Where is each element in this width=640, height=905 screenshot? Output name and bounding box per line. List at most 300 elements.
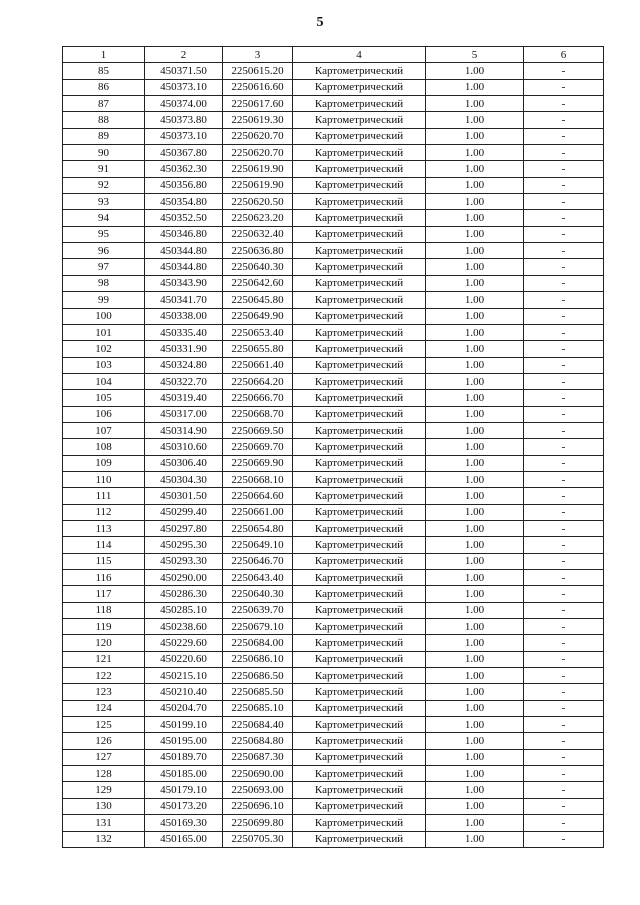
cell-note: - (524, 210, 604, 226)
cell-y-coordinate: 2250654.80 (223, 520, 293, 536)
cell-x-coordinate: 450373.80 (145, 112, 223, 128)
cell-point-number: 93 (63, 194, 145, 210)
cell-method: Картометрический (293, 504, 426, 520)
cell-x-coordinate: 450195.00 (145, 733, 223, 749)
table-row (63, 210, 604, 226)
cell-note: - (524, 520, 604, 536)
cell-note: - (524, 357, 604, 373)
cell-method: Картометрический (293, 79, 426, 95)
cell-note: - (524, 749, 604, 765)
cell-y-coordinate: 2250620.50 (223, 194, 293, 210)
table-row (63, 651, 604, 667)
cell-method: Картометрический (293, 161, 426, 177)
cell-accuracy: 1.00 (426, 226, 524, 242)
table-row (63, 439, 604, 455)
cell-x-coordinate: 450238.60 (145, 619, 223, 635)
cell-accuracy: 1.00 (426, 831, 524, 847)
cell-point-number: 86 (63, 79, 145, 95)
cell-y-coordinate: 2250684.40 (223, 717, 293, 733)
cell-x-coordinate: 450173.20 (145, 798, 223, 814)
cell-accuracy: 1.00 (426, 177, 524, 193)
cell-note: - (524, 488, 604, 504)
cell-x-coordinate: 450297.80 (145, 520, 223, 536)
cell-method: Картометрический (293, 586, 426, 602)
cell-x-coordinate: 450367.80 (145, 145, 223, 161)
cell-point-number: 116 (63, 570, 145, 586)
cell-point-number: 123 (63, 684, 145, 700)
table-row (63, 324, 604, 340)
table-row (63, 357, 604, 373)
cell-y-coordinate: 2250661.00 (223, 504, 293, 520)
table-row (63, 504, 604, 520)
cell-note: - (524, 635, 604, 651)
table-row (63, 766, 604, 782)
cell-accuracy: 1.00 (426, 471, 524, 487)
table-row (63, 537, 604, 553)
table-row (63, 96, 604, 112)
cell-accuracy: 1.00 (426, 537, 524, 553)
cell-x-coordinate: 450335.40 (145, 324, 223, 340)
cell-x-coordinate: 450286.30 (145, 586, 223, 602)
cell-y-coordinate: 2250623.20 (223, 210, 293, 226)
column-header-1: 1 (63, 47, 145, 63)
cell-y-coordinate: 2250705.30 (223, 831, 293, 847)
cell-method: Картометрический (293, 341, 426, 357)
cell-note: - (524, 471, 604, 487)
cell-method: Картометрический (293, 766, 426, 782)
cell-note: - (524, 570, 604, 586)
cell-method: Картометрический (293, 749, 426, 765)
cell-accuracy: 1.00 (426, 373, 524, 389)
cell-x-coordinate: 450356.80 (145, 177, 223, 193)
cell-point-number: 129 (63, 782, 145, 798)
cell-y-coordinate: 2250616.60 (223, 79, 293, 95)
cell-note: - (524, 373, 604, 389)
cell-method: Картометрический (293, 292, 426, 308)
table-row (63, 455, 604, 471)
cell-point-number: 114 (63, 537, 145, 553)
cell-point-number: 125 (63, 717, 145, 733)
cell-x-coordinate: 450374.00 (145, 96, 223, 112)
cell-y-coordinate: 2250640.30 (223, 586, 293, 602)
cell-method: Картометрический (293, 455, 426, 471)
table-row (63, 488, 604, 504)
cell-accuracy: 1.00 (426, 570, 524, 586)
cell-y-coordinate: 2250669.70 (223, 439, 293, 455)
cell-accuracy: 1.00 (426, 717, 524, 733)
cell-y-coordinate: 2250664.60 (223, 488, 293, 504)
cell-x-coordinate: 450322.70 (145, 373, 223, 389)
cell-x-coordinate: 450373.10 (145, 79, 223, 95)
cell-x-coordinate: 450352.50 (145, 210, 223, 226)
cell-point-number: 128 (63, 766, 145, 782)
cell-y-coordinate: 2250687.30 (223, 749, 293, 765)
cell-y-coordinate: 2250668.70 (223, 406, 293, 422)
cell-y-coordinate: 2250640.30 (223, 259, 293, 275)
table-row (63, 390, 604, 406)
cell-method: Картометрический (293, 390, 426, 406)
cell-accuracy: 1.00 (426, 488, 524, 504)
cell-accuracy: 1.00 (426, 292, 524, 308)
cell-accuracy: 1.00 (426, 96, 524, 112)
cell-note: - (524, 717, 604, 733)
cell-y-coordinate: 2250668.10 (223, 471, 293, 487)
table-row (63, 243, 604, 259)
cell-accuracy: 1.00 (426, 586, 524, 602)
cell-accuracy: 1.00 (426, 619, 524, 635)
cell-accuracy: 1.00 (426, 668, 524, 684)
cell-y-coordinate: 2250645.80 (223, 292, 293, 308)
table-row (63, 161, 604, 177)
table-row (63, 798, 604, 814)
table-row (63, 749, 604, 765)
cell-accuracy: 1.00 (426, 798, 524, 814)
cell-x-coordinate: 450199.10 (145, 717, 223, 733)
cell-point-number: 115 (63, 553, 145, 569)
cell-method: Картометрический (293, 782, 426, 798)
cell-note: - (524, 684, 604, 700)
cell-point-number: 87 (63, 96, 145, 112)
table-row (63, 63, 604, 79)
cell-point-number: 127 (63, 749, 145, 765)
cell-y-coordinate: 2250643.40 (223, 570, 293, 586)
cell-accuracy: 1.00 (426, 749, 524, 765)
cell-accuracy: 1.00 (426, 194, 524, 210)
cell-accuracy: 1.00 (426, 308, 524, 324)
cell-y-coordinate: 2250649.90 (223, 308, 293, 324)
cell-y-coordinate: 2250619.30 (223, 112, 293, 128)
cell-point-number: 90 (63, 145, 145, 161)
cell-method: Картометрический (293, 439, 426, 455)
cell-x-coordinate: 450301.50 (145, 488, 223, 504)
cell-note: - (524, 651, 604, 667)
column-header-2: 2 (145, 47, 223, 63)
cell-note: - (524, 177, 604, 193)
cell-method: Картометрический (293, 798, 426, 814)
cell-method: Картометрический (293, 471, 426, 487)
cell-note: - (524, 79, 604, 95)
cell-x-coordinate: 450319.40 (145, 390, 223, 406)
cell-x-coordinate: 450371.50 (145, 63, 223, 79)
cell-point-number: 85 (63, 63, 145, 79)
cell-x-coordinate: 450317.00 (145, 406, 223, 422)
cell-y-coordinate: 2250661.40 (223, 357, 293, 373)
cell-method: Картометрический (293, 259, 426, 275)
table-header-row (63, 47, 604, 63)
cell-accuracy: 1.00 (426, 63, 524, 79)
cell-x-coordinate: 450304.30 (145, 471, 223, 487)
table-row (63, 619, 604, 635)
cell-y-coordinate: 2250653.40 (223, 324, 293, 340)
table-row (63, 602, 604, 618)
cell-x-coordinate: 450189.70 (145, 749, 223, 765)
table-body (63, 63, 604, 848)
cell-y-coordinate: 2250699.80 (223, 815, 293, 831)
table-row (63, 128, 604, 144)
cell-method: Картометрический (293, 700, 426, 716)
table-row (63, 341, 604, 357)
cell-y-coordinate: 2250686.10 (223, 651, 293, 667)
cell-point-number: 92 (63, 177, 145, 193)
cell-note: - (524, 422, 604, 438)
cell-method: Картометрический (293, 684, 426, 700)
cell-method: Картометрический (293, 619, 426, 635)
table-row (63, 831, 604, 847)
cell-method: Картометрический (293, 324, 426, 340)
cell-note: - (524, 161, 604, 177)
cell-y-coordinate: 2250636.80 (223, 243, 293, 259)
cell-accuracy: 1.00 (426, 79, 524, 95)
cell-x-coordinate: 450373.10 (145, 128, 223, 144)
table-row (63, 635, 604, 651)
cell-method: Картометрический (293, 96, 426, 112)
cell-accuracy: 1.00 (426, 259, 524, 275)
cell-accuracy: 1.00 (426, 145, 524, 161)
cell-accuracy: 1.00 (426, 243, 524, 259)
cell-method: Картометрический (293, 226, 426, 242)
cell-point-number: 118 (63, 602, 145, 618)
cell-y-coordinate: 2250617.60 (223, 96, 293, 112)
table-row (63, 782, 604, 798)
table-row (63, 570, 604, 586)
cell-method: Картометрический (293, 422, 426, 438)
cell-note: - (524, 700, 604, 716)
cell-point-number: 107 (63, 422, 145, 438)
page-number: 5 (316, 15, 324, 30)
cell-point-number: 88 (63, 112, 145, 128)
table-row (63, 308, 604, 324)
cell-note: - (524, 194, 604, 210)
cell-point-number: 113 (63, 520, 145, 536)
cell-accuracy: 1.00 (426, 766, 524, 782)
cell-accuracy: 1.00 (426, 504, 524, 520)
cell-point-number: 97 (63, 259, 145, 275)
cell-method: Картометрический (293, 553, 426, 569)
cell-method: Картометрический (293, 488, 426, 504)
column-header-4: 4 (293, 47, 426, 63)
table-row (63, 373, 604, 389)
cell-point-number: 132 (63, 831, 145, 847)
cell-y-coordinate: 2250690.00 (223, 766, 293, 782)
cell-method: Картометрический (293, 177, 426, 193)
cell-point-number: 102 (63, 341, 145, 357)
table-row (63, 422, 604, 438)
cell-note: - (524, 782, 604, 798)
cell-point-number: 111 (63, 488, 145, 504)
cell-point-number: 98 (63, 275, 145, 291)
cell-y-coordinate: 2250696.10 (223, 798, 293, 814)
table-row (63, 668, 604, 684)
cell-y-coordinate: 2250619.90 (223, 177, 293, 193)
cell-point-number: 96 (63, 243, 145, 259)
cell-accuracy: 1.00 (426, 210, 524, 226)
cell-method: Картометрический (293, 635, 426, 651)
cell-x-coordinate: 450229.60 (145, 635, 223, 651)
cell-y-coordinate: 2250620.70 (223, 128, 293, 144)
cell-x-coordinate: 450338.00 (145, 308, 223, 324)
cell-point-number: 105 (63, 390, 145, 406)
cell-method: Картометрический (293, 63, 426, 79)
cell-x-coordinate: 450179.10 (145, 782, 223, 798)
cell-method: Картометрический (293, 831, 426, 847)
cell-accuracy: 1.00 (426, 815, 524, 831)
cell-method: Картометрический (293, 733, 426, 749)
cell-note: - (524, 226, 604, 242)
cell-point-number: 91 (63, 161, 145, 177)
table-row (63, 194, 604, 210)
cell-x-coordinate: 450346.80 (145, 226, 223, 242)
cell-point-number: 119 (63, 619, 145, 635)
cell-method: Картометрический (293, 210, 426, 226)
table-row (63, 553, 604, 569)
cell-x-coordinate: 450343.90 (145, 275, 223, 291)
cell-accuracy: 1.00 (426, 700, 524, 716)
cell-method: Картометрический (293, 717, 426, 733)
cell-point-number: 124 (63, 700, 145, 716)
cell-note: - (524, 96, 604, 112)
table-row (63, 177, 604, 193)
cell-note: - (524, 504, 604, 520)
cell-point-number: 104 (63, 373, 145, 389)
cell-x-coordinate: 450344.80 (145, 243, 223, 259)
cell-accuracy: 1.00 (426, 161, 524, 177)
cell-point-number: 89 (63, 128, 145, 144)
cell-y-coordinate: 2250646.70 (223, 553, 293, 569)
cell-x-coordinate: 450344.80 (145, 259, 223, 275)
table-row (63, 79, 604, 95)
cell-accuracy: 1.00 (426, 782, 524, 798)
cell-accuracy: 1.00 (426, 553, 524, 569)
cell-accuracy: 1.00 (426, 390, 524, 406)
cell-accuracy: 1.00 (426, 422, 524, 438)
cell-note: - (524, 619, 604, 635)
cell-accuracy: 1.00 (426, 635, 524, 651)
cell-note: - (524, 308, 604, 324)
cell-accuracy: 1.00 (426, 651, 524, 667)
cell-method: Картометрический (293, 406, 426, 422)
cell-method: Картометрический (293, 668, 426, 684)
cell-note: - (524, 439, 604, 455)
cell-method: Картометрический (293, 145, 426, 161)
cell-x-coordinate: 450314.90 (145, 422, 223, 438)
cell-method: Картометрический (293, 520, 426, 536)
cell-y-coordinate: 2250664.20 (223, 373, 293, 389)
cell-accuracy: 1.00 (426, 112, 524, 128)
cell-note: - (524, 798, 604, 814)
cell-x-coordinate: 450220.60 (145, 651, 223, 667)
cell-note: - (524, 831, 604, 847)
cell-note: - (524, 537, 604, 553)
cell-x-coordinate: 450165.00 (145, 831, 223, 847)
table-row (63, 586, 604, 602)
cell-accuracy: 1.00 (426, 602, 524, 618)
cell-method: Картометрический (293, 194, 426, 210)
cell-note: - (524, 324, 604, 340)
cell-y-coordinate: 2250666.70 (223, 390, 293, 406)
cell-accuracy: 1.00 (426, 128, 524, 144)
cell-note: - (524, 112, 604, 128)
cell-accuracy: 1.00 (426, 341, 524, 357)
cell-method: Картометрический (293, 243, 426, 259)
cell-accuracy: 1.00 (426, 520, 524, 536)
cell-x-coordinate: 450185.00 (145, 766, 223, 782)
cell-point-number: 130 (63, 798, 145, 814)
cell-method: Картометрический (293, 112, 426, 128)
cell-note: - (524, 586, 604, 602)
cell-accuracy: 1.00 (426, 439, 524, 455)
cell-y-coordinate: 2250620.70 (223, 145, 293, 161)
cell-x-coordinate: 450215.10 (145, 668, 223, 684)
cell-note: - (524, 292, 604, 308)
cell-point-number: 131 (63, 815, 145, 831)
column-header-6: 6 (524, 47, 604, 63)
cell-note: - (524, 553, 604, 569)
cell-y-coordinate: 2250685.50 (223, 684, 293, 700)
cell-x-coordinate: 450310.60 (145, 439, 223, 455)
cell-point-number: 103 (63, 357, 145, 373)
cell-y-coordinate: 2250615.20 (223, 63, 293, 79)
cell-note: - (524, 815, 604, 831)
cell-x-coordinate: 450299.40 (145, 504, 223, 520)
cell-point-number: 120 (63, 635, 145, 651)
cell-y-coordinate: 2250679.10 (223, 619, 293, 635)
cell-method: Картометрический (293, 602, 426, 618)
cell-point-number: 101 (63, 324, 145, 340)
table-row (63, 733, 604, 749)
table-row (63, 700, 604, 716)
cell-x-coordinate: 450293.30 (145, 553, 223, 569)
cell-y-coordinate: 2250649.10 (223, 537, 293, 553)
table-row (63, 275, 604, 291)
cell-accuracy: 1.00 (426, 406, 524, 422)
cell-note: - (524, 243, 604, 259)
cell-note: - (524, 341, 604, 357)
cell-note: - (524, 63, 604, 79)
cell-y-coordinate: 2250669.90 (223, 455, 293, 471)
cell-method: Картометрический (293, 373, 426, 389)
cell-y-coordinate: 2250632.40 (223, 226, 293, 242)
cell-accuracy: 1.00 (426, 357, 524, 373)
cell-y-coordinate: 2250639.70 (223, 602, 293, 618)
column-header-5: 5 (426, 47, 524, 63)
cell-point-number: 109 (63, 455, 145, 471)
table-row (63, 259, 604, 275)
cell-y-coordinate: 2250619.90 (223, 161, 293, 177)
cell-y-coordinate: 2250686.50 (223, 668, 293, 684)
column-header-3: 3 (223, 47, 293, 63)
cell-accuracy: 1.00 (426, 684, 524, 700)
cell-x-coordinate: 450169.30 (145, 815, 223, 831)
cell-x-coordinate: 450341.70 (145, 292, 223, 308)
cell-x-coordinate: 450204.70 (145, 700, 223, 716)
cell-method: Картометрический (293, 537, 426, 553)
cell-x-coordinate: 450295.30 (145, 537, 223, 553)
table-row (63, 684, 604, 700)
table-row (63, 145, 604, 161)
cell-x-coordinate: 450324.80 (145, 357, 223, 373)
cell-accuracy: 1.00 (426, 275, 524, 291)
cell-x-coordinate: 450362.30 (145, 161, 223, 177)
cell-x-coordinate: 450331.90 (145, 341, 223, 357)
cell-accuracy: 1.00 (426, 455, 524, 471)
cell-note: - (524, 390, 604, 406)
cell-note: - (524, 733, 604, 749)
cell-y-coordinate: 2250669.50 (223, 422, 293, 438)
cell-x-coordinate: 450210.40 (145, 684, 223, 700)
cell-point-number: 117 (63, 586, 145, 602)
cell-point-number: 126 (63, 733, 145, 749)
cell-note: - (524, 455, 604, 471)
